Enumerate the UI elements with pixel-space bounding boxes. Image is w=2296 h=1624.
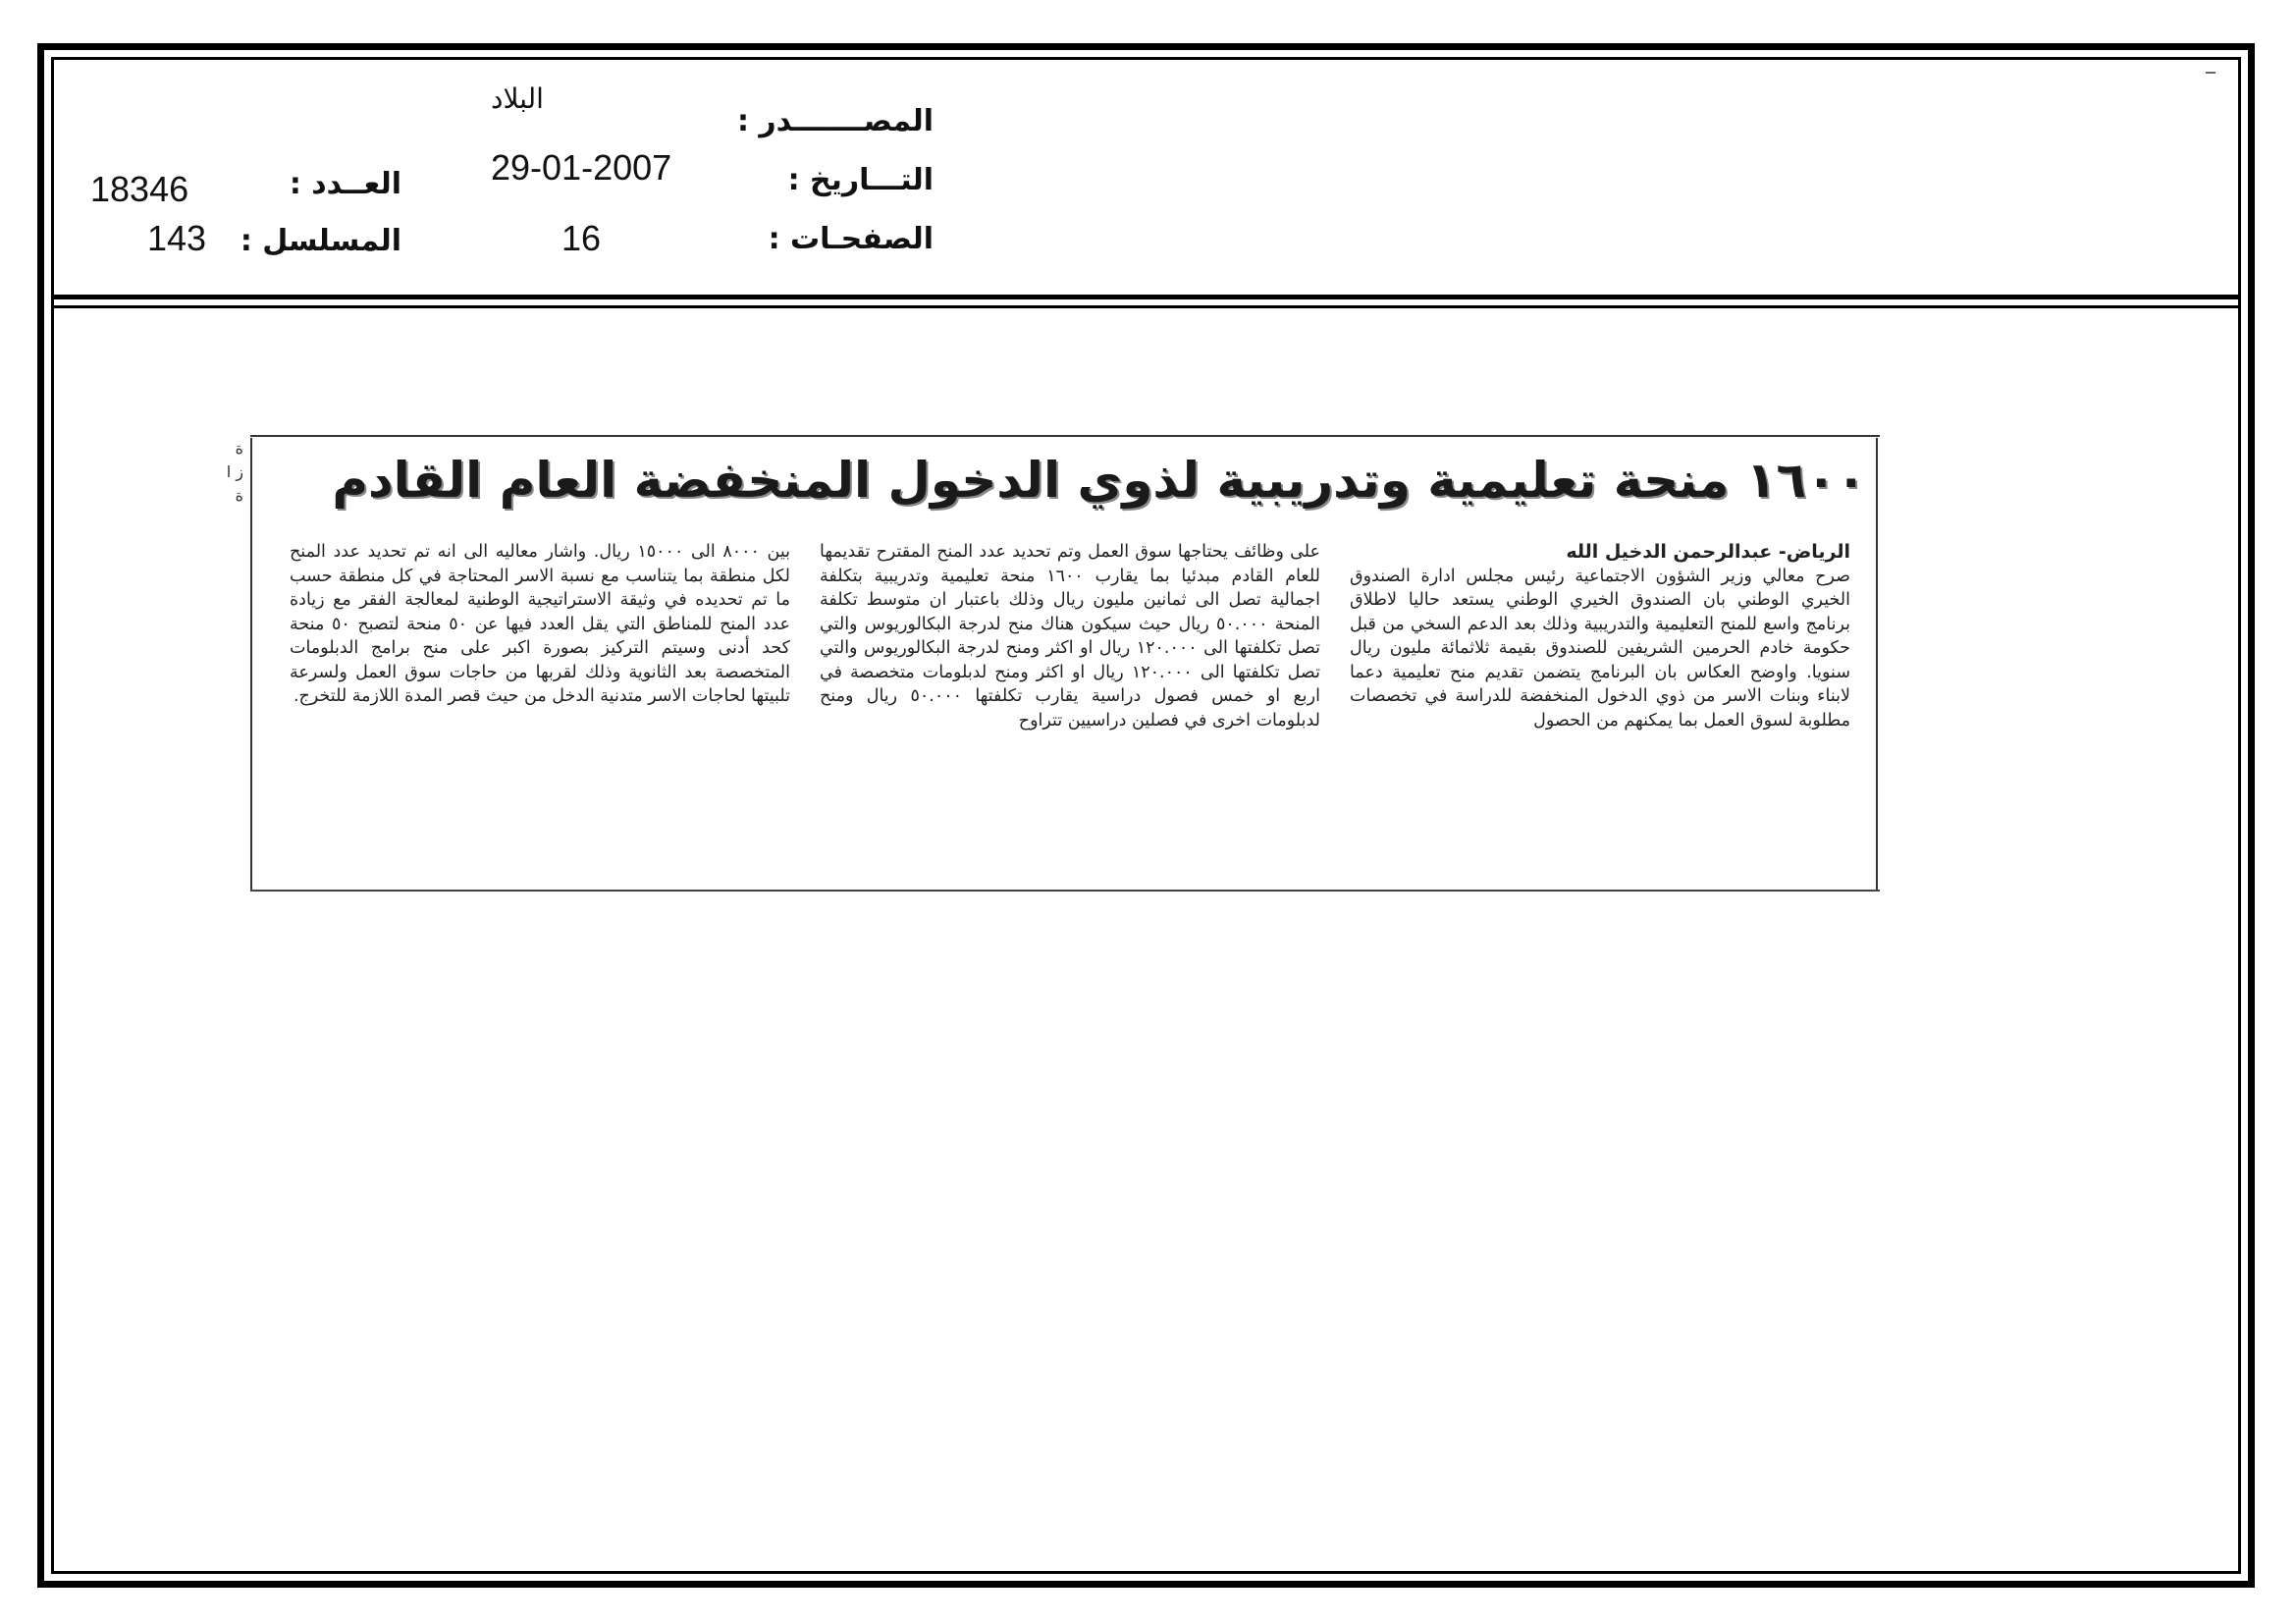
clipping-right-rule — [1876, 438, 1878, 890]
date-label: التـــاريخ : — [787, 163, 934, 197]
clipping-edge-fragment: ة ز ا ة — [226, 439, 243, 505]
corner-mark — [2206, 72, 2216, 74]
serial-value: 143 — [147, 218, 207, 258]
source-value: البلاد — [491, 82, 544, 115]
clipping-left-rule — [250, 438, 252, 890]
source-label: المصـــــــدر : — [736, 104, 934, 138]
issue-value: 18346 — [90, 169, 189, 209]
date-value: 29-01-2007 — [491, 147, 672, 188]
header-divider-thin — [51, 305, 2241, 308]
article-byline: الرياض- عبدالرحمن الدخيل الله — [1566, 541, 1850, 563]
article-column-2 — [820, 540, 1320, 732]
article-headline: ١٦٠٠ منحة تعليمية وتدريبية لذوي الدخول المنخفضة العام القادم — [332, 452, 1866, 509]
article-column-3 — [290, 540, 790, 709]
serial-label: المسلسل : — [240, 224, 401, 258]
article-column-1 — [1350, 540, 1850, 732]
header-divider — [51, 295, 2241, 299]
pages-label: الصفحـات : — [768, 222, 934, 256]
pages-value: 16 — [561, 218, 602, 258]
clipping-bottom-rule — [250, 890, 1880, 892]
article-column-2-text: على وظائف يحتاجها سوق العمل وتم تحديد عدد المنح المقترح تقديمها للعام القادم مبدئيا بما يقارب ١٦٠٠ منحة تعليمية وتدريبية بتكلفة اجمالية تصل الى ثمانين مليون ريال وذلك باعتبار ان متوسط تكلفة المنحة ٥٠.٠٠٠ ريال حيث سيكون هناك منح لدرجة البكالوريوس والتي تصل تكلفتها الى ١٢٠.٠٠٠ ريال او اكثر ومنح لدرجة البكالوريوس والتي تصل تكلفتها الى ١٢٠.٠٠٠ ريال او اكثر ومنح لدبلومات متخصصة في اربع او خمس فصول دراسية يقارب تكلفتها ٥٠.٠٠٠ ريال ومنح لدبلومات اخرى في فصلين دراسيين تتراوح — [820, 542, 1320, 731]
article-column-3-text: بين ٨٠٠٠ الى ١٥٠٠٠ ريال. واشار معاليه الى انه تم تحديد عدد المنح لكل منطقة بما يتناسب مع نسبة الاسر المحتاجة في كل منطقة حسب ما تم تحديده في وثيقة الاستراتيجية الوطنية لمعالجة الفقر مع زيادة عدد المنح للمناطق التي يقل العدد فيها عن ٥٠ منحة لتصبح ٥٠ منحة كحد أدنى وسيتم التركيز بصورة اكبر على منح برامج الدبلومات المتخصصة بعد الثانوية وذلك لقربها من حاجات سوق العمل ولسرعة تلبيتها لحاجات الاسر متدنية الدخل من حيث قصر المدة اللازمة للتخرج. — [290, 542, 791, 706]
issue-label: العــدد : — [289, 167, 401, 201]
clipping-top-rule — [250, 435, 1880, 437]
article-column-1-text: صرح معالي وزير الشؤون الاجتماعية رئيس مجلس ادارة الصندوق الخيري الوطني بان الصندوق الخيري الوطني يستعد حاليا لاطلاق برنامج واسع للمنح التعليمية والتدريبية وذلك بعد الدعم السخي من قبل حكومة خادم الحرمين الشريفين للصندوق بقيمة ثلاثمائة مليون ريال سنويا. واوضح العكاس بان البرنامج يتضمن تقديم منح تعليمية دعما لابناء وبنات الاسر من ذوي الدخول المنخفضة للدراسة في تخصصات مطلوبة لسوق العمل بما يمكنهم من الحصول — [1350, 566, 1850, 731]
newspaper-clipping — [250, 432, 1880, 893]
